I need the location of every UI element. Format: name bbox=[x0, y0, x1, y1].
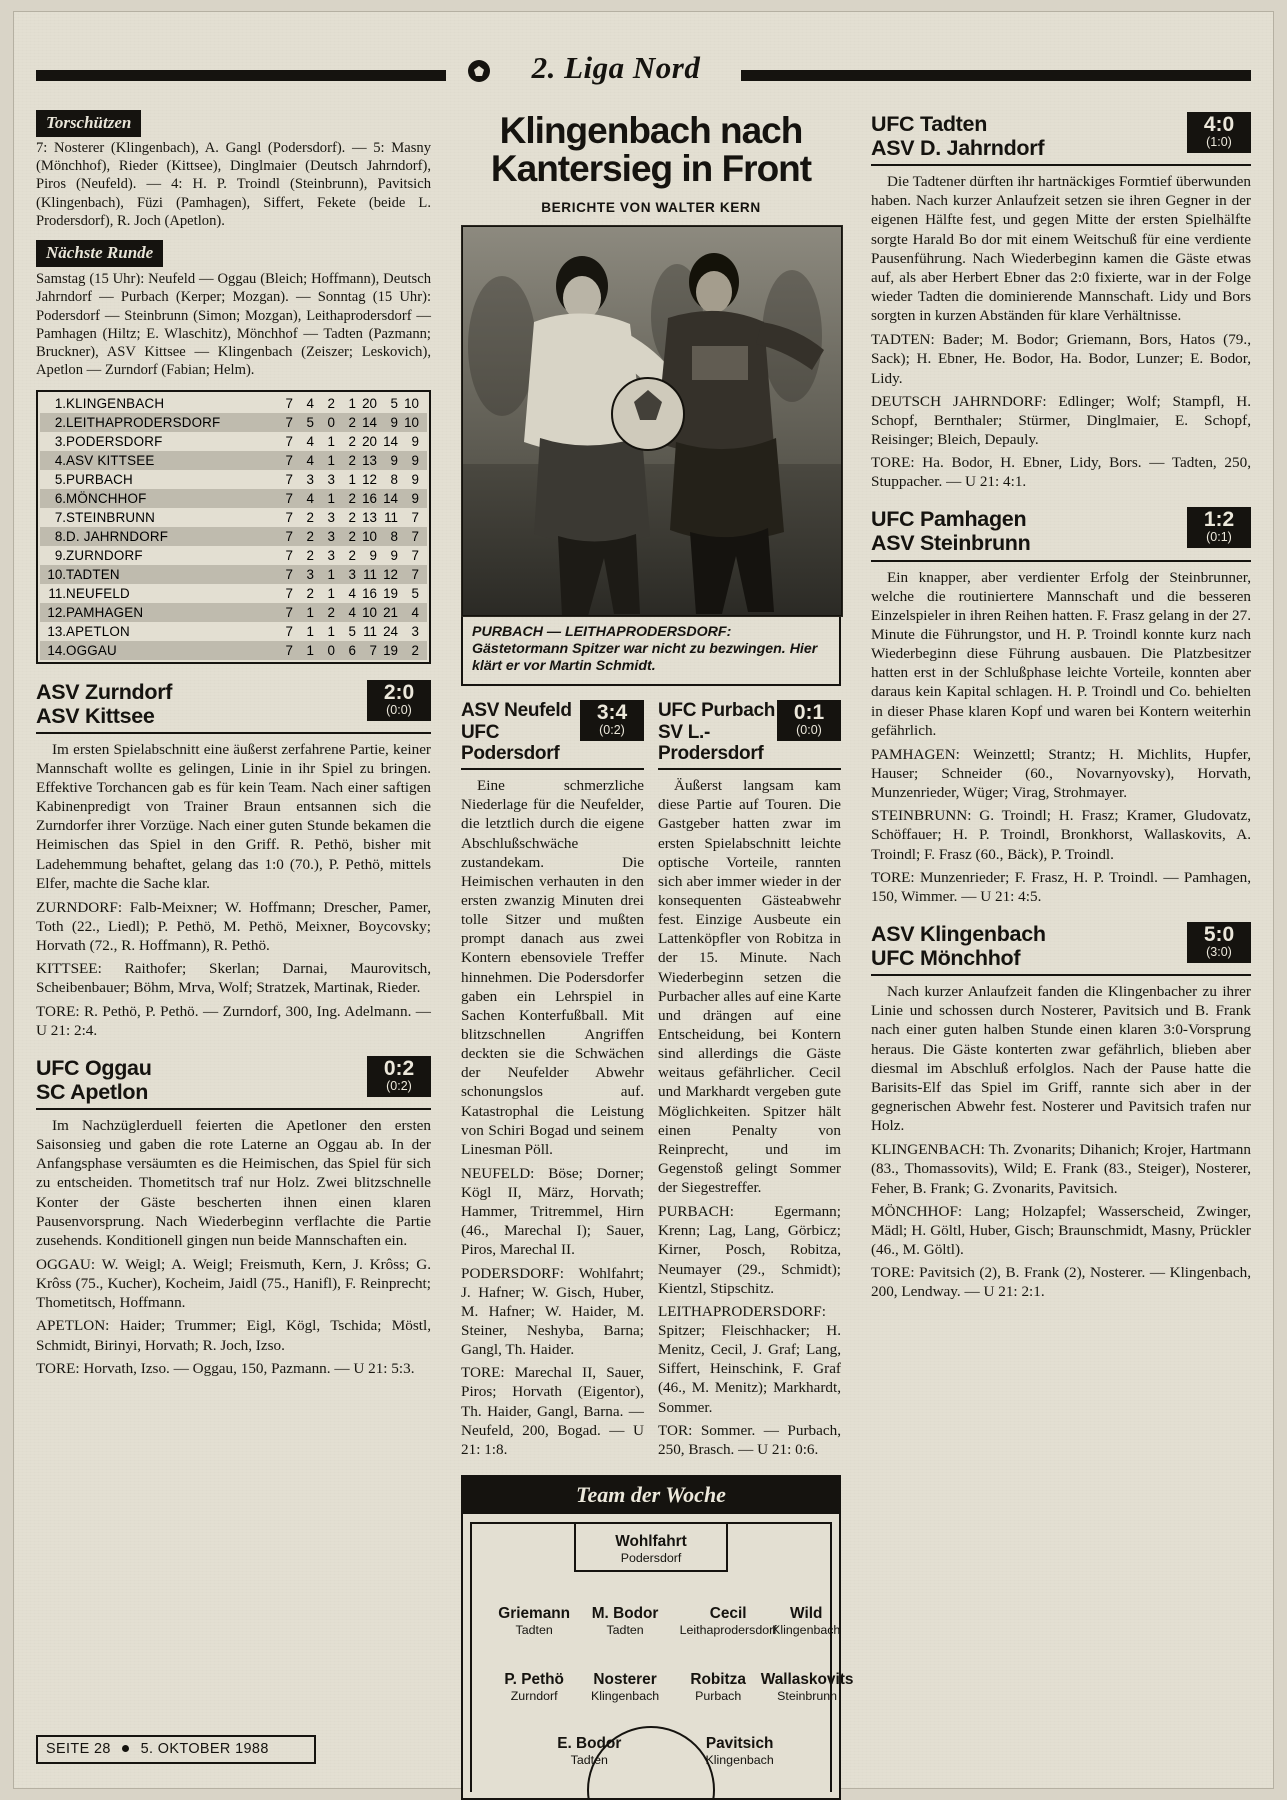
standings-won: 2 bbox=[306, 547, 314, 563]
next-round-label: Nächste Runde bbox=[36, 240, 163, 267]
masthead-rule-left bbox=[36, 70, 446, 81]
right-column bbox=[871, 112, 1251, 1301]
lineup-away: STEINBRUNN: G. Troindl; H. Frasz; Kramer, Gludovatz, Schöffauer; H. P. Troindl, Bronkhorst, Wallaskovits, A. Troindl; F. Frasz (60., Bäck), P. Troindl. bbox=[871, 807, 1251, 863]
standings-team: MÖNCHHOF bbox=[66, 489, 272, 508]
standings-played: 7 bbox=[272, 641, 293, 660]
player-name: Nosterer bbox=[593, 1671, 657, 1689]
standings-position: 6. bbox=[40, 489, 66, 508]
standings-goals-against: 9 bbox=[390, 547, 398, 563]
standings-drawn: 1 bbox=[327, 623, 335, 639]
paper-sheet bbox=[14, 12, 1273, 1788]
standings-goals-against: 14 bbox=[383, 433, 398, 449]
team-of-week-player bbox=[529, 1736, 649, 1767]
standings-row bbox=[40, 641, 427, 660]
standings-goals-for: 9 bbox=[369, 547, 377, 563]
player-club: Klingenbach bbox=[590, 1688, 660, 1703]
standings-goals-for: 13 bbox=[362, 509, 377, 525]
footer-dot-icon bbox=[122, 1745, 129, 1752]
lineup-home: ZURNDORF: Falb-Meixner; W. Hoffmann; Drescher, Pamer, Toth (22., Liedl); P. Pethö, M. Pethö, Meixner, Boycovsky; Horvath (72., R. Hoffmann), R. Pethö. bbox=[36, 898, 431, 955]
match-report-text: Ein knapper, aber verdienter Erfolg der Steinbrunner, welche die routiniertere Mannschaft und die besseren Einzelspieler in ihren Reihen hatten. F. Frasz gelang in der 27. Minute die Führungstor, und H. P. Troindl konnte kurz nach Wiederbeginn diese Führung ausbauen. Die Platzbesitzer hatten erst in der Schlußphase leichte Vorteile, konnten aber daraus kein Kapital schlagen. H. P. Troindl und Co. behielten in dieser Phase klaren Kopf und waren bei Kontern weiterhin gefährlich. bbox=[871, 568, 1251, 739]
standings-position: 14. bbox=[40, 641, 66, 660]
standings-played: 7 bbox=[272, 527, 293, 546]
standings-points: 4 bbox=[398, 603, 427, 622]
standings-won: 4 bbox=[293, 489, 314, 508]
match-away-team: ASV Steinbrunn bbox=[871, 531, 1031, 556]
player-name: P. Pethö bbox=[504, 1671, 564, 1689]
match-goals: TORE: Munzenrieder; F. Frasz, H. P. Troindl. — Pamhagen, 150, Wimmer. — U 21: 4:5. bbox=[871, 868, 1251, 905]
match-score: 4:0 (1:0) bbox=[1187, 112, 1251, 153]
standings-played: 7 bbox=[272, 451, 293, 470]
player-club: Purbach bbox=[695, 1688, 742, 1703]
team-of-the-week-title: Team der Woche bbox=[463, 1477, 839, 1514]
player-name: Wild bbox=[790, 1605, 823, 1623]
match-report-text: Äußerst langsam kam diese Partie auf Touren. Die Gastgeber hatten zwar im ersten Spielabschnitt leichte optische Vorteile, rannten sich aber immer wieder in der konsequenten Gästeabwehr fest. Einzige Ausbeute ein Lattenköpfler von Robitza in der 15. Minute. Nach Wiederbeginn setzen die Purbacher alles auf eine Karte und drängen auf eine Entscheidung, bei Kontern sind allerdings die Gäste weitaus gefährlicher. Cecil und Markhardt vergeben gute Möglichkeiten. Spitzer hält einen Penalty von Reinprecht, und im Gegenstoß gelingt Sommer der Siegestreffer. bbox=[658, 777, 841, 1197]
standings-row bbox=[40, 451, 427, 470]
photo-graphic bbox=[462, 226, 842, 616]
standings-team: PODERSDORF bbox=[66, 433, 163, 449]
match-score: 1:2 (0:1) bbox=[1187, 507, 1251, 548]
lineup-away: PODERSDORF: Wohlfahrt; J. Hafner; W. Gisch, Huber, M. Hafner; W. Haider, M. Steiner, Neshyba, Barna; Gangl, Th. Haider. bbox=[461, 1264, 644, 1359]
standings-goals-against: 9 bbox=[377, 413, 398, 432]
standings-row bbox=[40, 470, 427, 489]
lineup-home: PURBACH: Egermann; Krenn; Lag, Lang, Görbicz; Kirner, Posch, Robitza, Neumayer (29., Schmidt); Kientzl, Stipschitz. bbox=[658, 1203, 841, 1297]
team-of-week-player bbox=[751, 1606, 861, 1637]
lineup-home: NEUFELD: Böse; Dorner; Kögl II, März, Horvath; Hammer, Tritremmel, Hirn (46., Marechal I); Sauer, Piros, Marechal II. bbox=[461, 1164, 644, 1259]
standings-won: 3 bbox=[293, 565, 314, 584]
standings-team: STEINBRUNN bbox=[66, 509, 156, 525]
standings-row bbox=[40, 432, 427, 451]
standings-played: 7 bbox=[285, 471, 293, 487]
standings-won: 3 bbox=[306, 471, 314, 487]
match-report-pamhagen bbox=[871, 507, 1251, 906]
player-name: Griemann bbox=[498, 1605, 571, 1623]
standings-goals-for: 20 bbox=[362, 433, 377, 449]
issue-date: 5. OKTOBER 1988 bbox=[140, 1741, 269, 1757]
standings-position: 2. bbox=[40, 413, 66, 432]
standings-team: D. JAHRNDORF bbox=[66, 527, 272, 546]
standings-team: ASV KITTSEE bbox=[66, 451, 272, 470]
standings-won: 1 bbox=[293, 603, 314, 622]
standings-won: 5 bbox=[293, 413, 314, 432]
match-away-team: SC Apetlon bbox=[36, 1079, 149, 1104]
standings-points: 9 bbox=[411, 433, 419, 449]
match-home-team: UFC Oggau bbox=[36, 1055, 152, 1080]
standings-points: 10 bbox=[398, 413, 427, 432]
center-column bbox=[461, 110, 854, 1800]
standings-goals-against: 8 bbox=[377, 527, 398, 546]
team-of-week-player bbox=[680, 1736, 800, 1767]
match-home-team: ASV Klingenbach bbox=[871, 921, 1046, 946]
standings-won: 2 bbox=[293, 527, 314, 546]
match-home-team: UFC Pamhagen bbox=[871, 507, 1027, 532]
match-goals: TORE: Marechal II, Sauer, Piros; Horvath (Eigentor), Th. Haider, Gangl, Barna. — Neufeld, 200, Bogad. — U 21: 1:8. bbox=[461, 1364, 644, 1458]
lineup-home: TADTEN: Bader; M. Bodor; Griemann, Bors, Hatos (79., Sack); H. Ebner, He. Bodor, Ha. Bodor, Lunzer; E. Bodor, Lidy. bbox=[871, 331, 1251, 387]
player-club: Tadten bbox=[606, 1622, 644, 1637]
standings-drawn: 1 bbox=[314, 565, 335, 584]
standings-won: 1 bbox=[293, 641, 314, 660]
standings-position: 7. bbox=[54, 509, 66, 525]
standings-lost: 2 bbox=[348, 509, 356, 525]
standings-won: 2 bbox=[306, 509, 314, 525]
standings-team: TADTEN bbox=[66, 565, 272, 584]
match-report-purbach bbox=[658, 700, 841, 1459]
match-home-team: ASV Neufeld bbox=[461, 700, 572, 722]
lineup-home: PAMHAGEN: Weinzettl; Strantz; H. Michlits, Hupfer, Hauser; Schneider (60., Novarnyovsky), Horvath, Munzenrieder, Wüger; Virag, Strohmayer. bbox=[871, 745, 1251, 802]
match-report-klingenbach bbox=[871, 922, 1251, 1301]
lineup-away: APETLON: Haider; Trummer; Eigl, Kögl, Tschida; Möstl, Schmidt, Birinyi, Horvath; R. Joch, Izso. bbox=[36, 1317, 431, 1354]
standings-lost: 4 bbox=[335, 603, 356, 622]
standings-position: 12. bbox=[40, 603, 66, 622]
standings-goals-against: 19 bbox=[383, 585, 398, 601]
match-away-team: SV L.-Prodersdorf bbox=[658, 721, 764, 764]
standings-goals-for: 16 bbox=[362, 585, 377, 601]
standings-goals-for: 10 bbox=[356, 527, 377, 546]
standings-team: NEUFELD bbox=[66, 585, 130, 601]
standings-goals-against: 8 bbox=[390, 471, 398, 487]
standings-goals-for: 12 bbox=[362, 471, 377, 487]
match-score: 5:0 (3:0) bbox=[1187, 922, 1251, 963]
standings-table bbox=[40, 394, 427, 660]
standings-played: 7 bbox=[285, 547, 293, 563]
match-score: 3:4 (0:2) bbox=[580, 700, 644, 741]
match-report-text: Eine schmerzliche Niederlage für die Neufelder, die letztlich durch die eigene Abschlußschwäche zustandekam. Die Heimischen verhauten in den ersten zwanzig Minuten drei tolle Sitzer und mußten prompt danach aus zwei Kontern ebensoviele Treffer hinnehmen. Die Podersdorfer gaben ein Lehrspiel in Sachen Konterfußball. Mit blitzschnellen Angriffen deckten sie die Schwächen der Neufelder Abwehr schonungslos auf. Katastrophal die Leistung von Schiri Bogad und seinem Linesman Pöll. bbox=[461, 777, 644, 1158]
pitch-diagram bbox=[470, 1522, 854, 1792]
standings-lost: 2 bbox=[348, 433, 356, 449]
standings-position: 10. bbox=[40, 565, 66, 584]
standings-team: APETLON bbox=[66, 623, 130, 639]
standings-position: 9. bbox=[54, 547, 66, 563]
standings-lost: 1 bbox=[348, 471, 356, 487]
lineup-away: DEUTSCH JAHRNDORF: Edlinger; Wolf; Stampfl, H. Schopf, Bernthaler; Stürmer, Dinglmaier, E. Schopf, Reisinger; Bleich, Depauly. bbox=[871, 392, 1251, 448]
match-away-team: ASV D. Jahrndorf bbox=[871, 136, 1045, 161]
standings-position: 11. bbox=[48, 585, 66, 601]
standings-lost: 2 bbox=[348, 547, 356, 563]
standings-drawn: 3 bbox=[327, 547, 335, 563]
standings-lost: 6 bbox=[335, 641, 356, 660]
standings-goals-for: 13 bbox=[356, 451, 377, 470]
scorers-text: 7: Nosterer (Klingenbach), A. Gangl (Podersdorf). — 5: Masny (Mönchhof), Rieder (Kittsee), Dinglmaier (Deutsch Jahrndorf), Piros (Neufeld). — 4: H. P. Troindl (Steinbrunn), Pavitsich (Klingenbach), Füzi (Pamhagen), Siffert, Fekete (beide L. Prodersdorf), R. Joch (Apetlon). bbox=[36, 140, 431, 229]
next-round-text: Samstag (15 Uhr): Neufeld — Oggau (Bleich; Hoffmann), Deutsch Jahrndorf — Purbach (Kerper; Mozgan). — Sonntag (15 Uhr): Podersdorf — Steinbrunn (Simon; Mozgan), Leithaprodersdorf — Pamhagen (Hiltz; E. Wlaschitz), Mönchhof — Tadten (Pazmann; Bruckner), ASV Kittsee — Klingenbach (Zeiszer; Leskovich), Apetlon — Zurndorf (Fabian; Helm). bbox=[36, 271, 431, 379]
match-score: 0:1 (0:0) bbox=[777, 700, 841, 741]
standings-drawn: 1 bbox=[327, 433, 335, 449]
page-footer bbox=[36, 1735, 316, 1764]
standings-played: 7 bbox=[285, 509, 293, 525]
player-club: Zurndorf bbox=[510, 1688, 558, 1703]
standings-lost: 2 bbox=[335, 527, 356, 546]
standings-goals-for: 11 bbox=[356, 565, 377, 584]
player-name: Wohlfahrt bbox=[615, 1533, 687, 1551]
standings-table-wrapper bbox=[36, 390, 431, 664]
standings-lost: 3 bbox=[335, 565, 356, 584]
match-away-team: ASV Kittsee bbox=[36, 703, 155, 728]
player-name: Wallaskovits bbox=[760, 1671, 854, 1689]
standings-goals-against: 9 bbox=[377, 451, 398, 470]
player-name: E. Bodor bbox=[557, 1735, 622, 1753]
player-name: Cecil bbox=[709, 1605, 747, 1623]
standings-played: 7 bbox=[285, 585, 293, 601]
player-club: Podersdorf bbox=[620, 1550, 682, 1565]
standings-position: 8. bbox=[40, 527, 66, 546]
standings-played: 7 bbox=[272, 603, 293, 622]
standings-drawn: 0 bbox=[314, 641, 335, 660]
match-report-tadten bbox=[871, 112, 1251, 491]
standings-row bbox=[40, 489, 427, 508]
player-club: Tadten bbox=[570, 1752, 608, 1767]
standings-goals-for: 7 bbox=[356, 641, 377, 660]
standings-goals-against: 19 bbox=[377, 641, 398, 660]
masthead-title: 2. Liga Nord bbox=[531, 50, 701, 85]
scorers-label: Torschützen bbox=[36, 110, 141, 137]
left-column bbox=[36, 110, 431, 1378]
standings-position: 13. bbox=[47, 623, 66, 639]
standings-points: 7 bbox=[411, 547, 419, 563]
team-of-the-week bbox=[461, 1475, 854, 1800]
team-of-week-player bbox=[571, 1534, 731, 1565]
standings-drawn: 3 bbox=[327, 471, 335, 487]
standings-goals-for: 14 bbox=[356, 413, 377, 432]
standings-points: 9 bbox=[398, 451, 427, 470]
standings-drawn: 2 bbox=[314, 603, 335, 622]
standings-position: 5. bbox=[54, 471, 66, 487]
player-club: Leithaprodersdorf bbox=[679, 1622, 777, 1637]
standings-played: 7 bbox=[285, 395, 293, 411]
standings-drawn: 0 bbox=[314, 413, 335, 432]
standings-goals-against: 24 bbox=[383, 623, 398, 639]
match-photo bbox=[461, 225, 843, 617]
standings-drawn: 1 bbox=[314, 489, 335, 508]
standings-drawn: 3 bbox=[314, 527, 335, 546]
standings-played: 7 bbox=[272, 413, 293, 432]
standings-row bbox=[40, 603, 427, 622]
standings-lost: 4 bbox=[348, 585, 356, 601]
standings-drawn: 3 bbox=[327, 509, 335, 525]
match-report-zurndorf bbox=[36, 680, 431, 1040]
standings-lost: 1 bbox=[348, 395, 356, 411]
standings-played: 7 bbox=[272, 565, 293, 584]
player-club: Tadten bbox=[515, 1622, 553, 1637]
standings-won: 2 bbox=[306, 585, 314, 601]
standings-team: KLINGENBACH bbox=[66, 395, 165, 411]
standings-row bbox=[40, 546, 427, 565]
lineup-home: OGGAU: W. Weigl; A. Weigl; Freismuth, Kern, J. Krôss; G. Krôss (75., Kucher), Kocheim, Jaidl (75., Hanifl), F. Reinprecht; Thometitsch, Hoffmann. bbox=[36, 1255, 431, 1312]
standings-lost: 2 bbox=[335, 451, 356, 470]
standings-played: 7 bbox=[285, 623, 293, 639]
standings-points: 10 bbox=[404, 395, 419, 411]
standings-points: 5 bbox=[411, 585, 419, 601]
standings-drawn: 2 bbox=[327, 395, 335, 411]
match-report-text: Nach kurzer Anlaufzeit fanden die Klingenbacher zu ihrer Linie und schossen durch Nosterer, Pavitsich und B. Frank nach einer guten halben Stunde einen klaren 3:0-Vorsprung heraus. Die Gäste konterten zwar gefährlich, blieben aber diesmal im Abschluß erfolglos. Nach der Pause hatte die Barisits-Elf das Spiel im Griff, rannte sich aber in der gegnerischen Abwehr fest. Nosterer und Pavitsich trafen nur Holz. bbox=[871, 983, 1251, 1135]
standings-points: 7 bbox=[398, 565, 427, 584]
match-report-text: Im ersten Spielabschnitt eine äußerst zerfahrene Partie, keiner Mannschaft wollte es gelingen, Linie in ihr Spiel zu bringen. Effektive Torchancen gab es für kein Team. Nach einer saftigen Kabinenpredigt von Trainer Braun entsannen sich die Zurndorfer ihrer Vorzüge. Nach einer guten Stunde bekamen die Heimischen das Spiel in den Griff. R. Pethö, bisher mit Ladehemmung behaftet, gelang das 1:0 (70.), P. Pethö, mittels Elfer, machte die Sache klar. bbox=[36, 740, 431, 892]
standings-lost: 5 bbox=[348, 623, 356, 639]
standings-position: 1. bbox=[54, 395, 66, 411]
standings-goals-against: 11 bbox=[384, 509, 398, 525]
standings-lost: 2 bbox=[335, 489, 356, 508]
standings-goals-for: 16 bbox=[356, 489, 377, 508]
page-number: SEITE 28 bbox=[46, 1741, 111, 1757]
match-score: 2:0 (0:0) bbox=[367, 680, 431, 721]
match-goals: TORE: Pavitsich (2), B. Frank (2), Nosterer. — Klingenbach, 200, Lendway. — U 21: 2:1. bbox=[871, 1264, 1251, 1301]
lineup-away: KITTSEE: Raithofer; Skerlan; Darnai, Maurovitsch, Scheibenbauer; Böhm, Mrva, Wolf; Stratzek, Martinak, Rieder. bbox=[36, 960, 431, 997]
match-score: 0:2 (0:2) bbox=[367, 1056, 431, 1097]
match-report-neufeld bbox=[461, 700, 644, 1459]
match-home-team: UFC Tadten bbox=[871, 112, 988, 136]
standings-row bbox=[40, 527, 427, 546]
standings-goals-against: 21 bbox=[377, 603, 398, 622]
match-report-text: Die Tadtener dürften ihr hartnäckiges Formtief überwunden haben. Nach kurzer Anlaufzeit setzen sie ihren Gegner in der eigenen Hälfte fest, und gegen Mitte der ersten Spielhälfte sorgte Harald Bo dor mit einem Weitschuß für eine verdiente Pausenführung. Nach Wiederbeginn kamen die Gäste etwas auf, als aber Herbert Ebner das 2:0 fixierte, war in der Folge wieder Tadten die dominierende Mannschaft. Lidy und Bors sorgten in kurzen Abständen für klare Verhältnisse. bbox=[871, 173, 1251, 325]
standings-row bbox=[40, 394, 427, 413]
team-of-week-player bbox=[744, 1672, 870, 1703]
match-goals: TORE: Ha. Bodor, H. Ebner, Lidy, Bors. — Tadten, 250, Stuppacher. — U 21: 4:1. bbox=[871, 454, 1251, 491]
standings-row bbox=[40, 565, 427, 584]
standings-row bbox=[40, 413, 427, 432]
standings-played: 7 bbox=[272, 489, 293, 508]
player-club: Klingenbach bbox=[772, 1622, 841, 1637]
standings-points: 7 bbox=[411, 509, 419, 525]
photo-caption: PURBACH — LEITHAPRODERSDORF: Gästetormann Spitzer war nicht zu bezwingen. Hier klärt er vor Martin Schmidt. bbox=[461, 617, 841, 686]
standings-team: LEITHAPRODERSDORF bbox=[66, 413, 272, 432]
standings-drawn: 1 bbox=[327, 585, 335, 601]
standings-row bbox=[40, 622, 427, 641]
standings-drawn: 1 bbox=[314, 451, 335, 470]
standings-position: 3. bbox=[54, 433, 66, 449]
masthead bbox=[36, 50, 1251, 102]
standings-played: 7 bbox=[285, 433, 293, 449]
match-goals: TORE: Horvath, Izso. — Oggau, 150, Pazmann. — U 21: 5:3. bbox=[36, 1359, 415, 1377]
standings-points: 2 bbox=[398, 641, 427, 660]
match-away-team: UFC Mönchhof bbox=[871, 946, 1021, 971]
player-name: Pavitsich bbox=[705, 1735, 774, 1753]
standings-won: 4 bbox=[306, 433, 314, 449]
byline: BERICHTE VON WALTER KERN bbox=[541, 200, 761, 216]
standings-team: OGGAU bbox=[66, 641, 272, 660]
standings-won: 4 bbox=[306, 395, 314, 411]
standings-points: 3 bbox=[411, 623, 419, 639]
standings-team: PAMHAGEN bbox=[66, 603, 272, 622]
lineup-away: LEITHAPRODERSDORF: Spitzer; Fleischhacker; H. Menitz, Cecil, J. Graf; Lang, Siffert, Heinschink, F. Graf (46., M. Menitz); Markhardt, Sommer. bbox=[658, 1302, 841, 1416]
standings-team: PURBACH bbox=[66, 471, 133, 487]
match-report-text: Im Nachzüglerduell feierten die Apetloner den ersten Saisonsieg und gaben die rote Laterne an Oggau ab. In der Anfangsphase versäumten es die Heimischen, das Spiel für sich zu entscheiden. Thometitsch traf nur Holz. Zwei blitzschnelle Konter der Gäste bescherten ihnen einen klaren Pausenvorsprung. Nach Wiederbeginn verflachte die Partie zusehends. Konditionell gingen nun beide Mannschaften ein. bbox=[36, 1117, 431, 1249]
lineup-away: MÖNCHHOF: Lang; Holzapfel; Wasserscheid, Zwinger, Mädl; H. Göltl, Huber, Gisch; Braunschmidt, Masny, Prückler (46., M. Göltl). bbox=[871, 1202, 1251, 1258]
standings-goals-for: 20 bbox=[362, 395, 377, 411]
standings-team: ZURNDORF bbox=[66, 547, 143, 563]
standings-won: 4 bbox=[293, 451, 314, 470]
standings-goals-for: 10 bbox=[356, 603, 377, 622]
match-goals: TOR: Sommer. — Purbach, 250, Brasch. — U 21: 0:6. bbox=[658, 1421, 841, 1458]
standings-position: 4. bbox=[40, 451, 66, 470]
player-club: Klingenbach bbox=[705, 1752, 774, 1767]
player-name: M. Bodor bbox=[591, 1605, 659, 1623]
match-home-team: UFC Purbach bbox=[658, 700, 776, 722]
standings-row bbox=[40, 584, 427, 603]
standings-goals-against: 12 bbox=[377, 565, 398, 584]
standings-points: 9 bbox=[398, 489, 427, 508]
standings-lost: 2 bbox=[335, 413, 356, 432]
masthead-rule-right bbox=[741, 70, 1251, 81]
match-report-oggau bbox=[36, 1056, 431, 1378]
page-headline: Klingenbach nach Kantersieg in Front bbox=[490, 110, 812, 190]
standings-row bbox=[40, 508, 427, 527]
player-club: Steinbrunn bbox=[777, 1688, 838, 1703]
match-goals: TORE: R. Pethö, P. Pethö. — Zurndorf, 300, Ing. Adelmann. — U 21: 2:4. bbox=[36, 1002, 431, 1039]
standings-points: 9 bbox=[411, 471, 419, 487]
standings-points: 7 bbox=[398, 527, 427, 546]
standings-goals-for: 11 bbox=[363, 623, 377, 639]
standings-goals-against: 14 bbox=[377, 489, 398, 508]
match-away-team: UFC Podersdorf bbox=[461, 721, 560, 764]
player-name: Robitza bbox=[690, 1671, 746, 1689]
standings-goals-against: 5 bbox=[390, 395, 398, 411]
lineup-home: KLINGENBACH: Th. Zvonarits; Dihanich; Krojer, Hartmann (83., Thomassovits), Wild; E. Frank (83., Steiger), Nosterer, Feher, B. Frank; G. Zvonarits, Pavitsich. bbox=[871, 1141, 1251, 1197]
match-home-team: ASV Zurndorf bbox=[36, 679, 173, 704]
standings-won: 1 bbox=[306, 623, 314, 639]
